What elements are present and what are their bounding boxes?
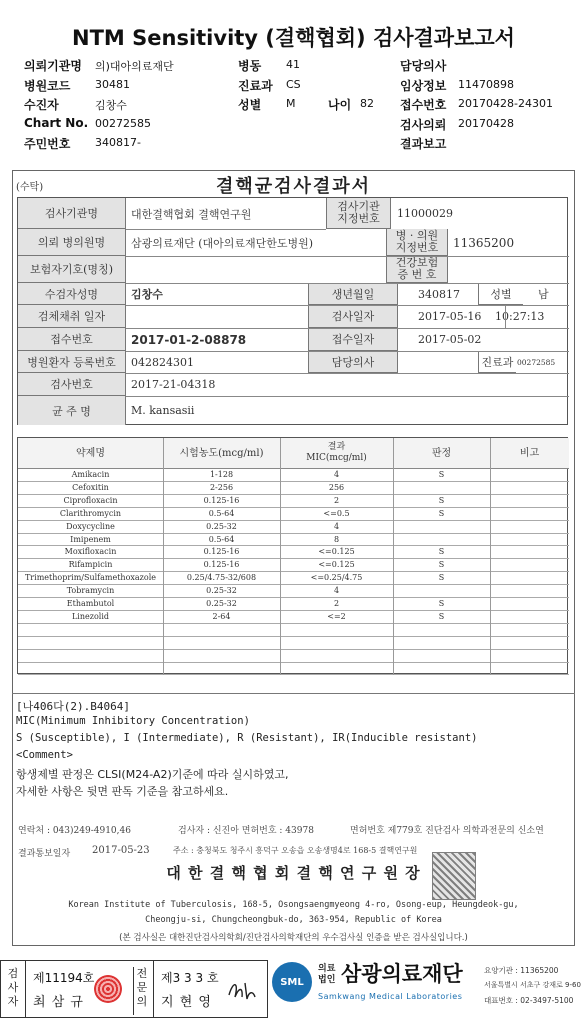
table-cell: <=0.125 <box>318 547 355 557</box>
table-cell: 4 <box>333 521 340 531</box>
table-cell: Amikacin <box>71 470 110 479</box>
receipt-no-label: 접수번호 <box>18 328 126 351</box>
header-value: 41 <box>286 58 300 71</box>
insurance-value <box>126 256 386 283</box>
table-cell: Moxifloxacin <box>64 547 117 557</box>
note-line: 항생제별 판정은 CLSI(M24-A2)기준에 따라 실시하였고, <box>16 768 289 781</box>
sex-value: 남 <box>538 288 549 301</box>
examiner-text: 검사자 : 신진아 면허번호 : 43978 <box>178 826 314 836</box>
table-cell: S <box>438 470 445 479</box>
certification-text: (본 검사실은 대한진단검사의학회/진단검사의학재단의 우수검사실 인증을 받은 검사실입니다.) <box>119 933 468 943</box>
table-cell: 0.25-32 <box>206 521 237 531</box>
header-label: 임상정보 <box>400 79 447 93</box>
sex-label: 성별 <box>478 283 523 305</box>
table-cell: 0.125-16 <box>203 547 240 557</box>
report-tag: (수탁) <box>16 182 44 193</box>
institution-value: 대한결핵협회 결핵연구원 <box>131 207 252 221</box>
header-value: 20170428 <box>458 117 514 130</box>
table-cell: 8 <box>333 534 340 544</box>
table-cell: Linezolid <box>71 611 110 621</box>
table-cell: 256 <box>328 482 345 492</box>
note-line: S (Susceptible), I (Intermediate), R (Resistant), IR(Inducible resistant) <box>16 732 478 744</box>
header-label: 진료과 <box>238 79 273 93</box>
client-label: 의뢰 병의원명 <box>18 229 126 256</box>
report-date-label: 결과통보일자 <box>18 849 71 859</box>
table-cell: Imipenem <box>70 534 111 544</box>
insurance-label: 보험자기호(명칭) <box>18 256 126 283</box>
header-label: 병원코드 <box>24 79 71 93</box>
health-insurance-value <box>448 256 569 283</box>
header-label: 수진자 <box>24 98 59 112</box>
dob-label: 생년월일 <box>308 283 398 305</box>
header-value: 김창수 <box>95 99 127 112</box>
header-value: M <box>286 97 296 110</box>
table-cell: S <box>438 495 445 505</box>
header-value: 00272585 <box>95 117 151 130</box>
test-date-label: 검사일자 <box>308 305 398 328</box>
table-cell: 1-128 <box>209 470 234 479</box>
doctor-value <box>398 351 458 373</box>
header-value: 30481 <box>95 78 130 91</box>
examiner-license-no: 제11194호 <box>33 971 95 985</box>
drug-table-header-cell: 판정 <box>393 438 490 468</box>
contact-text: 연락처 : 043)249-4910,46 <box>18 826 131 836</box>
test-date-value: 2017-05-16 <box>418 310 482 323</box>
director-seal <box>432 852 476 900</box>
table-cell: S <box>438 611 445 621</box>
specialist-name: 지 현 영 <box>161 995 212 1010</box>
address-text: 주소 : 충청북도 청주시 흥덕구 오송읍 오송생명4로 168-5 결핵연구원 <box>173 846 418 855</box>
drug-table <box>17 437 568 674</box>
report-title: 결핵균검사결과서 <box>215 176 372 197</box>
header-value: 의)대아의료재단 <box>95 60 174 73</box>
table-cell: S <box>438 599 445 608</box>
table-cell: <=0.25/4.75 <box>310 573 363 583</box>
table-cell: S <box>438 560 445 570</box>
test-no-value: 2017-21-04318 <box>131 378 216 391</box>
table-cell: 2-64 <box>212 611 231 621</box>
drug-table-header-cell: 약제명 <box>18 438 163 468</box>
receipt-date-value: 2017-05-02 <box>418 333 482 346</box>
header-label: 검사의뢰 <box>400 118 447 132</box>
org-address-en-1: Korean Institute of Tuberculosis, 168-5, Osongsaengmyeong 4-ro, Osong-eup, Heungdeok-gu, <box>68 900 519 910</box>
header-label: 결과보고 <box>400 137 447 151</box>
org-address-text: 서울특별시 서초구 강재로 9-60 <box>484 981 581 989</box>
header-label: 담당의사 <box>400 59 447 73</box>
note-line: MIC(Minimum Inhibitory Concentration) <box>16 715 250 727</box>
table-cell: Doxycycline <box>66 521 115 531</box>
table-cell: S <box>438 508 445 518</box>
header-label: 성별 <box>238 98 262 112</box>
table-cell: 0.25-32 <box>206 599 237 608</box>
client-value: 삼광의료재단 (대아의료재단한도병원) <box>131 236 314 250</box>
table-cell: Ethambutol <box>66 599 115 608</box>
health-insurance-label: 건강보험 증 번 호 <box>386 256 448 283</box>
examiner-seal-icon <box>94 975 122 1003</box>
logo-small-label: 의료 법인 <box>318 964 336 985</box>
table-cell: <=0.5 <box>323 508 350 518</box>
header-value: 82 <box>360 97 374 110</box>
table-cell: 2-256 <box>209 482 234 492</box>
examiner-name: 최 삼 규 <box>33 995 84 1010</box>
collect-label: 검체채취 일자 <box>18 305 126 328</box>
dob-value: 340817 <box>418 287 460 301</box>
info-table <box>17 197 568 425</box>
header-label: 나이 <box>328 98 352 112</box>
table-cell: 4 <box>333 586 340 596</box>
table-cell: <=0.125 <box>318 560 355 570</box>
header-value: 340817- <box>95 136 141 149</box>
page-title: NTM Sensitivity (결핵협회) 검사결과보고서 <box>72 26 515 50</box>
header-label: 의뢰기관명 <box>24 59 82 73</box>
report-date-value: 2017-05-23 <box>92 845 150 856</box>
table-cell: 0.5-64 <box>208 534 235 544</box>
receipt-date-label: 접수일자 <box>308 328 398 351</box>
table-cell: 2 <box>333 599 340 608</box>
table-cell: S <box>438 573 445 583</box>
dept-value: 00272585 <box>517 357 556 367</box>
drug-table-header-cell: 결과 MIC(mcg/ml) <box>280 438 393 468</box>
note-line: <Comment> <box>16 749 73 761</box>
org-name-kr: 대 한 결 핵 협 회 결 핵 연 구 원 장 <box>166 864 421 882</box>
physician-text: 면허번호 제779호 진단검사 의학과전문의 신소연 <box>350 826 544 836</box>
header-value: CS <box>286 78 301 91</box>
collect-value <box>126 305 308 328</box>
organism-value: M. kansasii <box>131 404 195 417</box>
logo-english-name: Samkwang Medical Laboratories <box>318 992 463 1001</box>
note-line: 자세한 사항은 뒷면 판독 기준을 참고하세요. <box>16 785 229 798</box>
specialist-sign-label: 전문의 <box>133 967 149 1015</box>
reg-label: 병원환자 등록번호 <box>18 351 126 373</box>
table-cell: Tobramycin <box>66 586 115 596</box>
table-cell: 0.125-16 <box>203 560 240 570</box>
org-phone-text: 대표번호 : 02-3497-5100 <box>484 996 574 1005</box>
header-label: 병동 <box>238 59 262 73</box>
header-label: Chart No. <box>24 116 89 130</box>
patient-value: 김창수 <box>131 288 163 301</box>
logo-name: 삼광의료재단 <box>341 962 463 986</box>
table-cell: 0.25/4.75-32/608 <box>186 573 257 583</box>
dept-label: 진료과 <box>478 351 516 373</box>
drug-table-header-cell: 시험농도(mcg/ml) <box>163 438 280 468</box>
table-cell: 0.25-32 <box>206 586 237 596</box>
table-cell: Ciprofloxacin <box>63 495 118 505</box>
examiner-sign-label: 검사자 <box>7 967 19 1008</box>
table-cell: 0.125-16 <box>203 495 240 505</box>
table-cell: Trimethoprim/Sulfamethoxazole <box>24 573 157 583</box>
client-no-label: 병 · 의원 지정번호 <box>386 229 448 256</box>
client-no-value: 11365200 <box>453 235 515 250</box>
sml-logo-icon: SML <box>272 962 312 1002</box>
test-time-value: 10:27:13 <box>495 310 545 323</box>
organism-label: 균 주 명 <box>18 396 126 425</box>
header-label: 접수번호 <box>400 98 447 112</box>
drug-table-header-cell: 비고 <box>490 438 569 468</box>
test-no-label: 검사번호 <box>18 373 126 396</box>
note-line: [나406다(2).B4064] <box>16 700 130 713</box>
designation-label: 검사기관 지정번호 <box>326 198 391 229</box>
table-cell: 4 <box>333 470 340 479</box>
table-cell: Cefoxitin <box>72 482 109 492</box>
table-cell: <=2 <box>327 611 346 621</box>
reg-value: 042824301 <box>131 355 194 369</box>
specialist-license-no: 제3 3 3 호 <box>161 971 219 985</box>
header-label: 주민번호 <box>24 137 71 151</box>
table-cell: Rifampicin <box>68 560 113 570</box>
table-cell: 0.5-64 <box>208 508 235 518</box>
designation-value: 11000029 <box>397 207 453 220</box>
header-value: 20170428-24301 <box>458 97 553 110</box>
table-cell: S <box>438 547 445 557</box>
patient-label: 수검자성명 <box>18 283 126 305</box>
institution-label: 검사기관명 <box>18 198 126 229</box>
org-address-en-2: Cheongju-si, Chungcheongbuk-do, 363-954, Republic of Korea <box>145 915 442 925</box>
notes-section <box>12 693 575 808</box>
org-code-text: 요양기관 : 11365200 <box>484 966 559 975</box>
doctor-label: 담당의사 <box>308 351 398 373</box>
header-value: 11470898 <box>458 78 514 91</box>
specialist-signature-icon <box>225 977 259 1005</box>
table-cell: 2 <box>333 495 340 505</box>
table-cell: Clarithromycin <box>59 508 122 518</box>
signature-box <box>0 960 268 1018</box>
receipt-no-value: 2017-01-2-08878 <box>131 332 247 347</box>
